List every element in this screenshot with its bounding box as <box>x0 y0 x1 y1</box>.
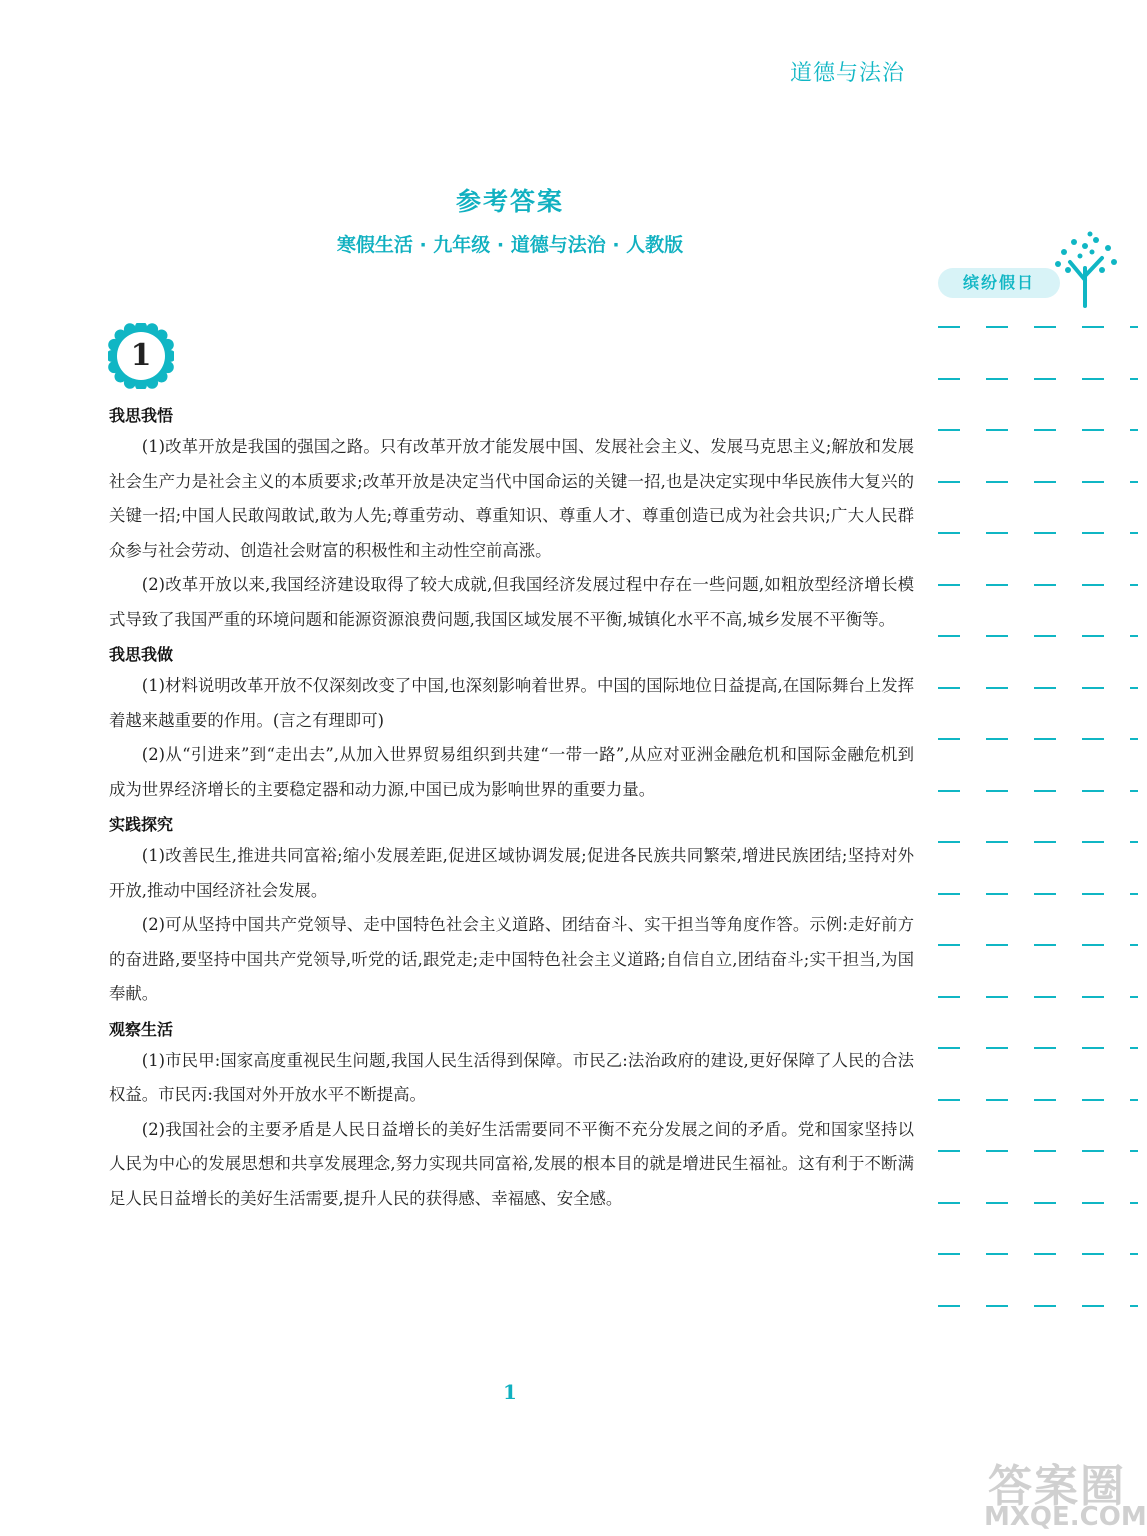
note-line <box>938 790 1138 792</box>
side-tab-label: 缤纷假日 <box>962 273 1035 292</box>
answer-content <box>109 398 914 1216</box>
note-line <box>938 1047 1138 1049</box>
page-number: 1 <box>503 1380 517 1404</box>
note-line <box>938 893 1138 895</box>
section-wo-si-wo-wu <box>109 402 914 637</box>
note-line <box>938 378 1138 380</box>
answer-paragraph: (2)可从坚持中国共产党领导、走中国特色社会主义道路、团结奋斗、实干担当等角度作答。示例:走好前方的奋进路,要坚持中国共产党领导,听党的话,跟党走;走中国特色社会主义道路;自信自立,团结奋斗;实干担当,为国奉献。 <box>109 915 914 1003</box>
answer-paragraph: (1)市民甲:国家高度重视民生问题,我国人民生活得到保障。市民乙:法治政府的建设,更好保障了人民的合法权益。市民丙:我国对外开放水平不断提高。 <box>109 1050 914 1104</box>
section-heading: 我思我做 <box>109 645 174 664</box>
note-line <box>938 635 1138 637</box>
note-line <box>938 481 1138 483</box>
answer-paragraph: (2)从“引进来”到“走出去”,从加入世界贸易组织到共建“一带一路”,从应对亚洲金融危机和国际金融危机到成为世界经济增长的主要稳定器和动力源,中国已成为影响世界的重要力量。 <box>109 745 914 799</box>
section-heading: 观察生活 <box>109 1019 174 1039</box>
watermark-logo <box>980 1450 1145 1534</box>
tree-icon <box>1050 228 1120 308</box>
answer-paragraph: (2)我国社会的主要矛盾是人民日益增长的美好生活需要同不平衡不充分发展之间的矛盾。党和国家坚持以人民为中心的发展思想和共享发展理念,努力实现共同富裕,发展的根本目的就是增进民生福祉。这有利于不断满足人民日益增长的美好生活需要,提升人民的获得感、幸福感、安全感。 <box>109 1119 914 1208</box>
note-line <box>938 584 1138 586</box>
note-line <box>938 326 1138 328</box>
unit-number: 1 <box>130 338 152 373</box>
answer-paragraph: (1)改革开放是我国的强国之路。只有改革开放才能发展中国、发展社会主义、发展马克思主义;解放和发展社会生产力是社会主义的本质要求;改革开放是决定当代中国命运的关键一招,也是决定实现中华民族伟大复兴的关键一招;中国人民敢闯敢试,敢为人先;尊重劳动、尊重知识、尊重人才、尊重创造已成为社会共识;广大人民群众参与社会劳动、创造社会财富的积极性和主动性空前高涨。 <box>109 437 914 560</box>
answer-paragraph: (1)材料说明改革开放不仅深刻改变了中国,也深刻影响着世界。中国的国际地位日益提高,在国际舞台上发挥着越来越重要的作用。(言之有理即可) <box>109 676 914 730</box>
note-line <box>938 1202 1138 1204</box>
note-line <box>938 996 1138 998</box>
side-tab <box>938 268 1060 298</box>
note-line <box>938 1099 1138 1101</box>
unit-badge <box>108 323 174 389</box>
section-heading: 实践探究 <box>109 815 174 834</box>
subject-header: 道德与法治 <box>790 61 906 86</box>
note-line <box>938 944 1138 946</box>
section-wo-si-wo-zuo <box>109 641 914 807</box>
section-shi-jian-tan-jiu <box>109 811 914 1012</box>
note-lines <box>938 326 1138 1356</box>
note-line <box>938 1150 1138 1152</box>
note-line <box>938 1305 1138 1307</box>
note-line <box>938 1253 1138 1255</box>
note-line <box>938 738 1138 740</box>
section-heading: 我思我悟 <box>109 406 174 425</box>
section-guan-cha-sheng-huo <box>109 1016 914 1217</box>
note-line <box>938 841 1138 843</box>
page-subtitle: 寒假生活 · 九年级 · 道德与法治 · 人教版 <box>336 234 684 256</box>
answer-paragraph: (2)改革开放以来,我国经济建设取得了较大成就,但我国经济发展过程中存在一些问题,如粗放型经济增长模式导致了我国严重的环境问题和能源资源浪费问题,我国区域发展不平衡,城镇化水平不高,城乡发展不平衡等。 <box>109 575 914 629</box>
page-title: 参考答案 <box>455 187 564 216</box>
note-line <box>938 532 1138 534</box>
note-line <box>938 429 1138 431</box>
note-line <box>938 687 1138 689</box>
watermark-text: 答案圈 <box>988 1461 1126 1512</box>
answer-paragraph: (1)改善民生,推进共同富裕;缩小发展差距,促进区域协调发展;促进各民族共同繁荣,增进民族团结;坚持对外开放,推动中国经济社会发展。 <box>109 846 914 900</box>
watermark-url: MXQE.COM <box>984 1502 1147 1532</box>
